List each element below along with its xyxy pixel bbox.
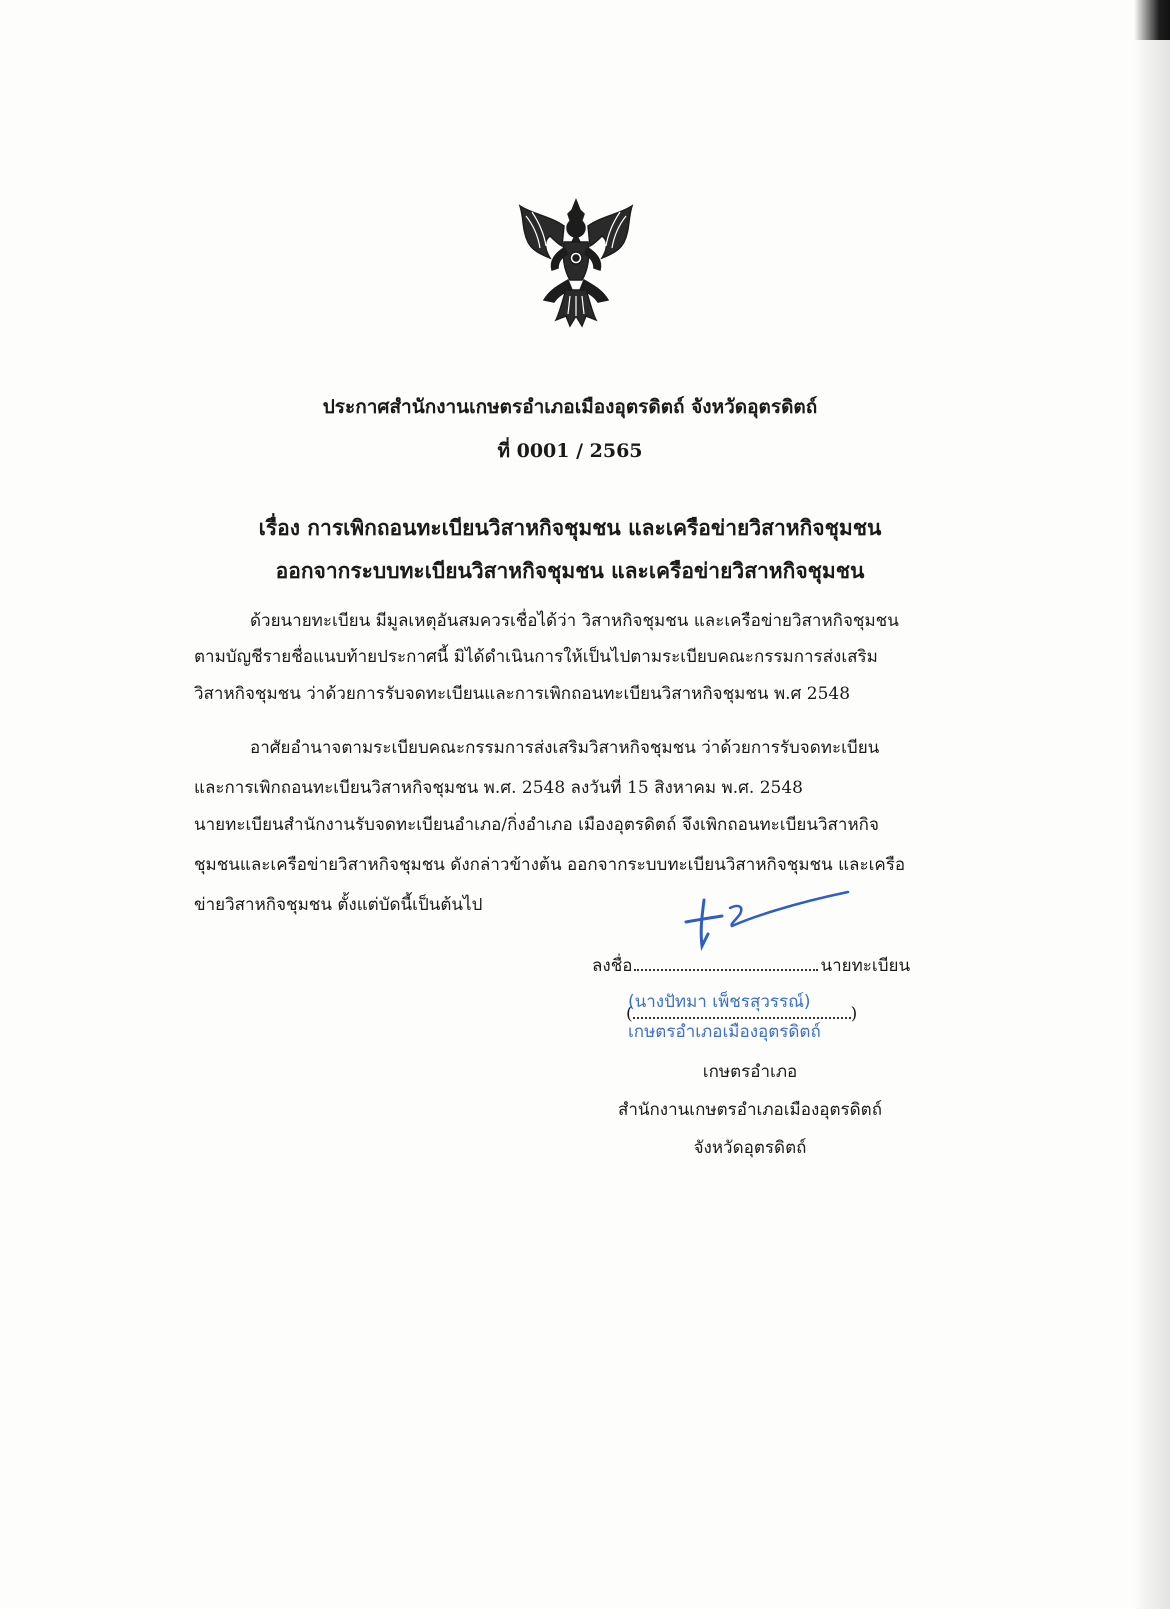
body-paragraph-2-line-4: ชุมชนและเครือข่ายวิสาหกิจชุมชน ดังกล่าวข้างต้น ออกจากระบบทะเบียนวิสาหกิจชุมชน และเครือ [194,855,906,875]
garuda-emblem-icon [510,196,642,330]
subject-line-2: ออกจากระบบทะเบียนวิสาหกิจชุมชน และเครือข่ายวิสาหกิจชุมชน [275,558,865,583]
scan-edge-corner [1134,0,1170,40]
sign-prefix: ลงชื่อ [592,956,633,976]
announcement-title: ประกาศสำนักงานเกษตรอำเภอเมืองอุตรดิตถ์ จังหวัดอุตรดิตถ์ [322,396,818,418]
signature-dotted-line [634,957,818,971]
paren-close: ) [850,1004,858,1024]
signer-position-2: สำนักงานเกษตรอำเภอเมืองอุตรดิตถ์ [617,1100,883,1120]
body-paragraph-2-line-1: อาศัยอำนาจตามระเบียบคณะกรรมการส่งเสริมวิสาหกิจชุมชน ว่าด้วยการรับจดทะเบียน [250,738,880,758]
name-dotted-line [633,1005,851,1019]
paren-open: ( [626,1004,633,1024]
body-paragraph-2-line-2: และการเพิกถอนทะเบียนวิสาหกิจชุมชน พ.ศ. 2548 ลงวันที่ 15 สิงหาคม พ.ศ. 2548 [194,778,803,798]
announcement-number: ที่ 0001 / 2565 [497,440,643,462]
sign-suffix: นายทะเบียน [820,956,911,976]
body-paragraph-2-line-3: นายทะเบียนสำนักงานรับจดทะเบียนอำเภอ/กิ่งอำเภอ เมืองอุตรดิตถ์ จึงเพิกถอนทะเบียนวิสาหกิจ [194,815,879,835]
body-paragraph-1-line-2: ตามบัญชีรายชื่อแนบท้ายประกาศนี้ มิได้ดำเนินการให้เป็นไปตามระเบียบคณะกรรมการส่งเสริม [194,647,878,667]
signer-position-3: จังหวัดอุตรดิตถ์ [693,1138,807,1158]
body-paragraph-2-line-5: ข่ายวิสาหกิจชุมชน ตั้งแต่บัดนี้เป็นต้นไป [194,895,483,915]
subject-line-1: เรื่อง การเพิกถอนทะเบียนวิสาหกิจชุมชน และเครือข่ายวิสาหกิจชุมชน [258,515,882,540]
body-paragraph-1-line-1: ด้วยนายทะเบียน มีมูลเหตุอันสมควรเชื่อได้ว่า วิสาหกิจชุมชน และเครือข่ายวิสาหกิจชุมชน [250,611,899,631]
body-paragraph-1-line-3: วิสาหกิจชุมชน ว่าด้วยการรับจดทะเบียนและการเพิกถอนทะเบียนวิสาหกิจชุมชน พ.ศ 2548 [194,684,851,704]
stamp-signer-title: เกษตรอำเภอเมืองอุตรดิตถ์ [628,1022,821,1042]
signer-position-1: เกษตรอำเภอ [702,1062,798,1082]
signature-line [592,952,910,979]
stamp-signer-name: (นางปัทมา เพ็ชรสุวรรณ์) [628,992,811,1012]
scan-edge [1134,0,1170,1609]
